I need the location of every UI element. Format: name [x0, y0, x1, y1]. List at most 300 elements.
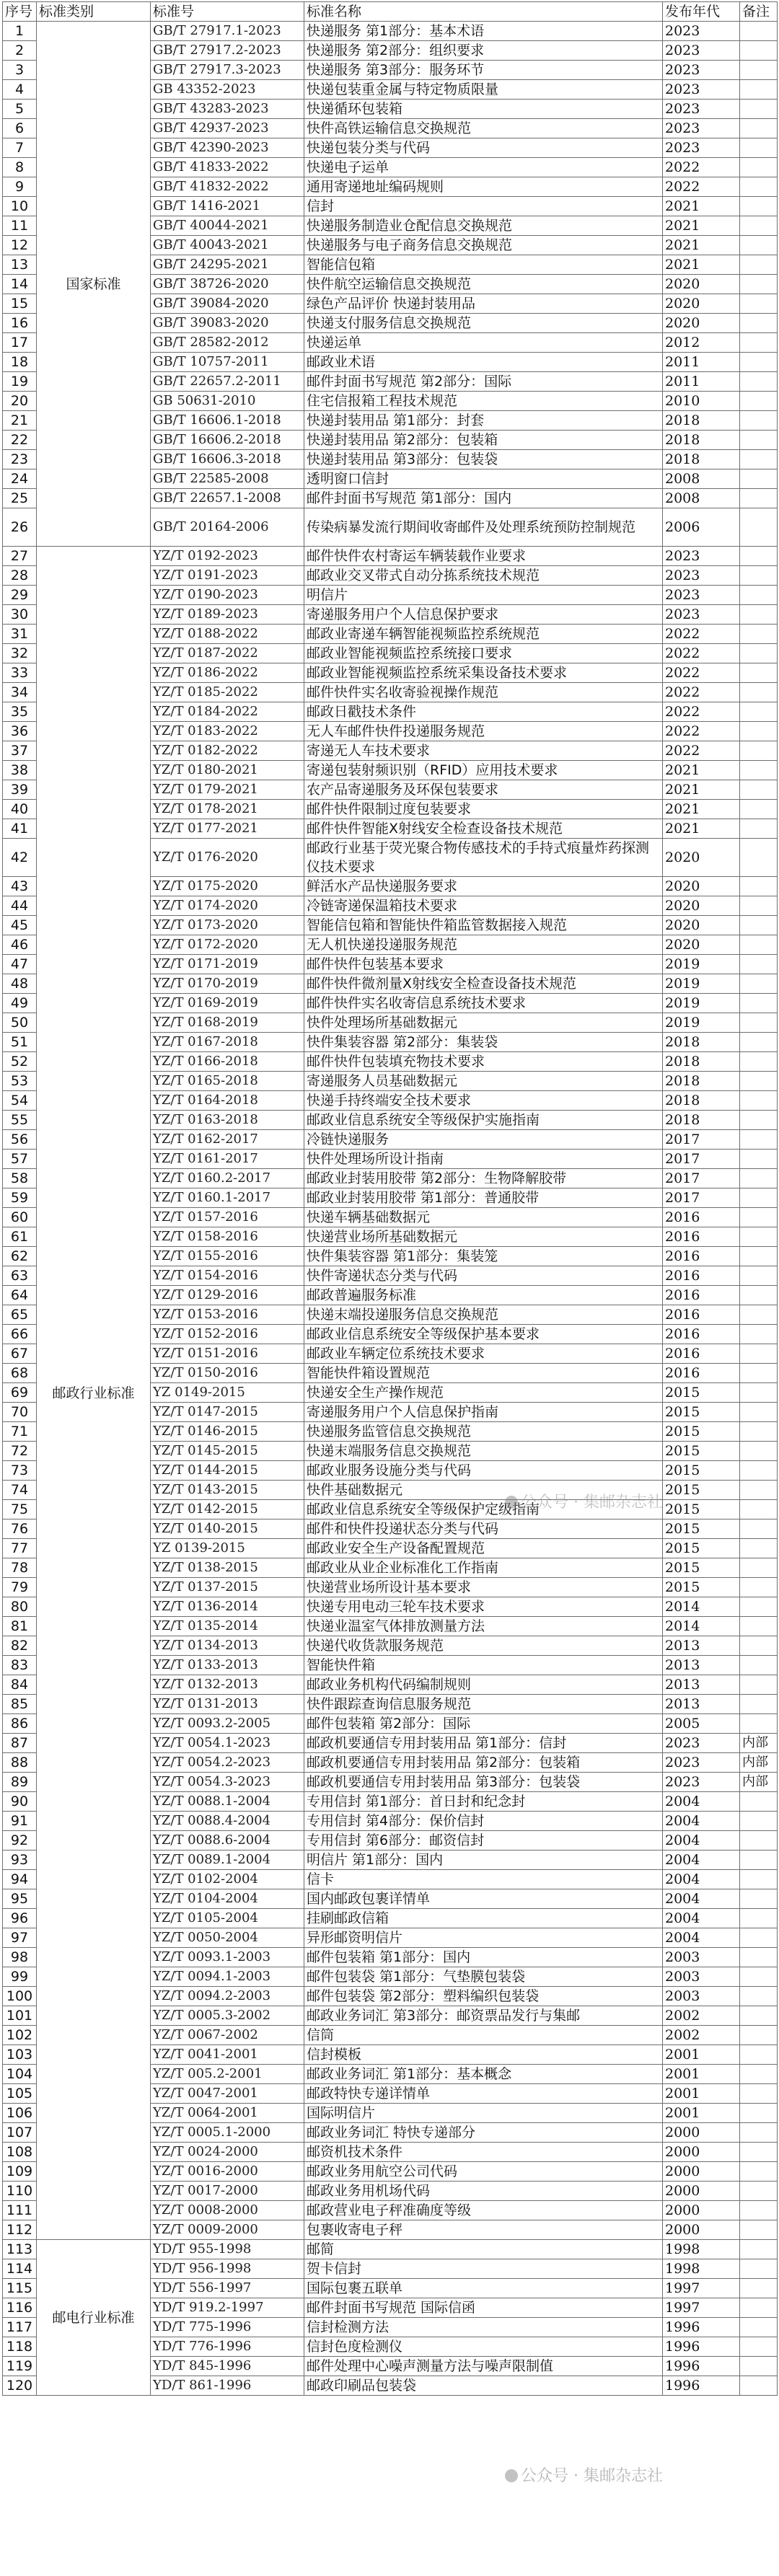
cell-year: 2023 [663, 119, 740, 138]
cell-note [740, 119, 778, 138]
cell-seq: 92 [3, 1831, 37, 1851]
cell-note [740, 1422, 778, 1442]
cell-note [740, 605, 778, 625]
cell-year: 2023 [663, 586, 740, 605]
cell-name: 邮件快件微剂量X射线安全检查设备技术规范 [304, 974, 663, 994]
cell-code: GB/T 42390-2023 [151, 138, 304, 158]
cell-name: 邮件封面书写规范 第1部分：国内 [304, 489, 663, 508]
cell-code: YZ/T 0176-2020 [151, 839, 304, 877]
cell-note [740, 780, 778, 800]
cell-seq: 30 [3, 605, 37, 625]
cell-name: 邮政业寄递车辆智能视频监控系统规范 [304, 625, 663, 644]
cell-year: 2021 [663, 216, 740, 236]
cell-seq: 3 [3, 61, 37, 80]
cell-seq: 1 [3, 22, 37, 41]
cell-year: 2002 [663, 2026, 740, 2045]
cell-name: 邮政业封装用胶带 第1部分：普通胶带 [304, 1188, 663, 1208]
cell-note [740, 1967, 778, 1987]
cell-seq: 57 [3, 1150, 37, 1169]
cell-code: GB/T 16606.2-2018 [151, 431, 304, 450]
cell-note [740, 1987, 778, 2006]
cell-seq: 93 [3, 1851, 37, 1870]
cell-seq: 14 [3, 275, 37, 294]
cell-name: 传染病暴发流行期间收寄邮件及处理系统预防控制规范 [304, 508, 663, 547]
cell-seq: 58 [3, 1169, 37, 1188]
cell-year: 2000 [663, 2162, 740, 2182]
cell-note [740, 1344, 778, 1364]
cell-year: 2000 [663, 2201, 740, 2220]
cell-code: YZ/T 0094.1-2003 [151, 1967, 304, 1987]
cell-seq: 62 [3, 1247, 37, 1266]
cell-name: 智能信包箱和智能快件箱监管数据接入规范 [304, 916, 663, 935]
cell-seq: 98 [3, 1948, 37, 1967]
cell-year: 2022 [663, 158, 740, 177]
cell-seq: 4 [3, 80, 37, 100]
cell-code: YZ/T 0165-2018 [151, 1072, 304, 1091]
header-name: 标准名称 [304, 2, 663, 22]
cell-name: 邮资机技术条件 [304, 2143, 663, 2162]
cell-note [740, 1812, 778, 1831]
cell-seq: 91 [3, 1812, 37, 1831]
cell-code: YZ/T 0192-2023 [151, 547, 304, 566]
cell-name: 快递电子运单 [304, 158, 663, 177]
cell-name: 快递末端投递服务信息交换规范 [304, 1305, 663, 1325]
cell-year: 2004 [663, 1851, 740, 1870]
cell-note [740, 1091, 778, 1111]
cell-name: 邮件快件包装基本要求 [304, 955, 663, 974]
cell-year: 1996 [663, 2318, 740, 2337]
cell-name: 邮件快件农村寄运车辆装载作业要求 [304, 547, 663, 566]
cell-code: GB/T 10757-2011 [151, 353, 304, 372]
cell-year: 2014 [663, 1597, 740, 1617]
cell-seq: 95 [3, 1889, 37, 1909]
cell-note [740, 2298, 778, 2318]
table-header-row [3, 2, 778, 22]
cell-year: 2018 [663, 1091, 740, 1111]
cell-name: 邮政业封装用胶带 第2部分：生物降解胶带 [304, 1169, 663, 1188]
cell-seq: 114 [3, 2259, 37, 2279]
cell-name: 快递支付服务信息交换规范 [304, 314, 663, 333]
cell-code: YZ/T 0144-2015 [151, 1461, 304, 1481]
cell-note [740, 1636, 778, 1656]
cell-seq: 71 [3, 1422, 37, 1442]
cell-seq: 80 [3, 1597, 37, 1617]
cell-year: 2000 [663, 2182, 740, 2201]
cell-name: 寄递服务用户个人信息保护指南 [304, 1403, 663, 1422]
cell-note [740, 372, 778, 392]
cell-seq: 96 [3, 1909, 37, 1928]
cell-code: YZ/T 0166-2018 [151, 1052, 304, 1072]
cell-code: YZ/T 0054.3-2023 [151, 1773, 304, 1792]
cell-year: 2015 [663, 1403, 740, 1422]
cell-note [740, 974, 778, 994]
cell-code: YZ/T 0137-2015 [151, 1578, 304, 1597]
cell-name: 邮政业车辆定位系统技术要求 [304, 1344, 663, 1364]
cell-note [740, 158, 778, 177]
cell-name: 鲜活水产品快递服务要求 [304, 877, 663, 896]
cell-year: 2004 [663, 1831, 740, 1851]
cell-year: 2023 [663, 1753, 740, 1773]
cell-code: GB/T 39083-2020 [151, 314, 304, 333]
cell-year: 2020 [663, 877, 740, 896]
cell-name: 无人车邮件快件投递服务规范 [304, 722, 663, 741]
cell-name: 挂刷邮政信箱 [304, 1909, 663, 1928]
cell-name: 邮政业智能视频监控系统采集设备技术要求 [304, 663, 663, 683]
cell-year: 2015 [663, 1461, 740, 1481]
cell-name: 快递封装用品 第3部分：包装袋 [304, 450, 663, 469]
cell-name: 邮件处理中心噪声测量方法与噪声限制值 [304, 2357, 663, 2376]
cell-note [740, 2279, 778, 2298]
cell-seq: 111 [3, 2201, 37, 2220]
cell-code: YZ/T 0160.2-2017 [151, 1169, 304, 1188]
cell-code: YZ/T 0157-2016 [151, 1208, 304, 1227]
cell-seq: 69 [3, 1383, 37, 1403]
cell-year: 1996 [663, 2337, 740, 2357]
cell-code: YZ/T 0131-2013 [151, 1695, 304, 1714]
cell-name: 邮政印刷品包装袋 [304, 2376, 663, 2396]
cell-code: YZ/T 0102-2004 [151, 1870, 304, 1889]
cell-code: GB/T 40044-2021 [151, 216, 304, 236]
cell-year: 2005 [663, 1714, 740, 1734]
cell-note [740, 2006, 778, 2026]
cell-note [740, 1461, 778, 1481]
cell-year: 2022 [663, 722, 740, 741]
cell-name: 寄递服务用户个人信息保护要求 [304, 605, 663, 625]
cell-year: 2023 [663, 566, 740, 586]
cell-note [740, 1500, 778, 1519]
cell-code: YZ/T 0188-2022 [151, 625, 304, 644]
cell-name: 快递营业场所设计基本要求 [304, 1578, 663, 1597]
cell-code: YD/T 919.2-1997 [151, 2298, 304, 2318]
cell-seq: 65 [3, 1305, 37, 1325]
cell-name: 快递营业场所基础数据元 [304, 1227, 663, 1247]
cell-seq: 116 [3, 2298, 37, 2318]
cell-year: 2018 [663, 1072, 740, 1091]
cell-seq: 51 [3, 1033, 37, 1052]
cell-year: 1997 [663, 2279, 740, 2298]
cell-name: 邮政业术语 [304, 353, 663, 372]
cell-name: 通用寄递地址编码规则 [304, 177, 663, 197]
cell-seq: 22 [3, 431, 37, 450]
cell-seq: 17 [3, 333, 37, 353]
cell-note [740, 916, 778, 935]
cell-note [740, 1831, 778, 1851]
cell-year: 1998 [663, 2240, 740, 2259]
cell-seq: 55 [3, 1111, 37, 1130]
cell-code: YZ/T 0088.1-2004 [151, 1792, 304, 1812]
cell-code: YZ/T 0158-2016 [151, 1227, 304, 1247]
standards-table [2, 1, 778, 2396]
cell-category: 邮电行业标准 [37, 2240, 151, 2396]
cell-year: 2016 [663, 1227, 740, 1247]
cell-year: 2023 [663, 100, 740, 119]
cell-code: YZ 0149-2015 [151, 1383, 304, 1403]
cell-year: 2004 [663, 1812, 740, 1831]
cell-name: 快件跟踪查询信息服务规范 [304, 1695, 663, 1714]
cell-note [740, 547, 778, 566]
cell-year: 2018 [663, 1052, 740, 1072]
cell-seq: 101 [3, 2006, 37, 2026]
cell-name: 邮政业从业企业标准化工作指南 [304, 1558, 663, 1578]
cell-code: YZ/T 0150-2016 [151, 1364, 304, 1383]
cell-year: 2016 [663, 1247, 740, 1266]
header-year: 发布年代 [663, 2, 740, 22]
cell-note [740, 1889, 778, 1909]
cell-seq: 85 [3, 1695, 37, 1714]
cell-name: 邮件包装箱 第2部分：国际 [304, 1714, 663, 1734]
cell-year: 2021 [663, 761, 740, 780]
cell-name: 邮政业信息系统安全等级保护实施指南 [304, 1111, 663, 1130]
cell-year: 2023 [663, 1773, 740, 1792]
cell-seq: 13 [3, 255, 37, 275]
cell-seq: 78 [3, 1558, 37, 1578]
cell-year: 2020 [663, 314, 740, 333]
cell-note [740, 1364, 778, 1383]
cell-year: 2016 [663, 1208, 740, 1227]
cell-year: 2000 [663, 2143, 740, 2162]
cell-code: YZ/T 0170-2019 [151, 974, 304, 994]
cell-seq: 112 [3, 2220, 37, 2240]
header-note: 备注 [740, 2, 778, 22]
cell-name: 农产品寄递服务及环保包装要求 [304, 780, 663, 800]
cell-note [740, 1208, 778, 1227]
cell-note [740, 586, 778, 605]
cell-seq: 18 [3, 353, 37, 372]
cell-name: 快递服务 第2部分：组织要求 [304, 41, 663, 61]
cell-note [740, 2084, 778, 2104]
cell-name: 国内邮政包裹详情单 [304, 1889, 663, 1909]
cell-year: 2013 [663, 1695, 740, 1714]
cell-code: YZ/T 0153-2016 [151, 1305, 304, 1325]
cell-seq: 74 [3, 1481, 37, 1500]
cell-year: 2022 [663, 741, 740, 761]
watermark: 公众号 · 集邮杂志社 [505, 2463, 663, 2486]
cell-note [740, 1928, 778, 1948]
cell-seq: 52 [3, 1052, 37, 1072]
cell-year: 2021 [663, 236, 740, 255]
cell-note [740, 1188, 778, 1208]
cell-name: 快递封装用品 第2部分：包装箱 [304, 431, 663, 450]
cell-code: GB/T 41832-2022 [151, 177, 304, 197]
cell-name: 快递包装分类与代码 [304, 138, 663, 158]
cell-code: GB/T 22657.2-2011 [151, 372, 304, 392]
cell-seq: 67 [3, 1344, 37, 1364]
cell-note [740, 450, 778, 469]
cell-note [740, 800, 778, 819]
header-seq: 序号 [3, 2, 37, 22]
cell-year: 2001 [663, 2065, 740, 2084]
cell-name: 异形邮资明信片 [304, 1928, 663, 1948]
cell-name: 快件集装容器 第2部分：集装袋 [304, 1033, 663, 1052]
cell-name: 信封检测方法 [304, 2318, 663, 2337]
cell-name: 快件航空运输信息交换规范 [304, 275, 663, 294]
cell-name: 邮政业务词汇 特快专递部分 [304, 2123, 663, 2143]
cell-name: 国际明信片 [304, 2104, 663, 2123]
cell-code: YZ/T 0162-2017 [151, 1130, 304, 1150]
cell-seq: 23 [3, 450, 37, 469]
cell-note [740, 1442, 778, 1461]
cell-code: YZ/T 0093.1-2003 [151, 1948, 304, 1967]
cell-seq: 7 [3, 138, 37, 158]
cell-name: 包裹收寄电子秤 [304, 2220, 663, 2240]
cell-name: 快递车辆基础数据元 [304, 1208, 663, 1227]
header-code: 标准号 [151, 2, 304, 22]
cell-code: GB/T 39084-2020 [151, 294, 304, 314]
cell-name: 邮政机要通信专用封装用品 第1部分：信封 [304, 1734, 663, 1753]
cell-code: YZ/T 0041-2001 [151, 2045, 304, 2065]
cell-seq: 119 [3, 2357, 37, 2376]
cell-seq: 68 [3, 1364, 37, 1383]
cell-note [740, 741, 778, 761]
cell-note [740, 489, 778, 508]
cell-name: 邮件包装箱 第1部分：国内 [304, 1948, 663, 1967]
cell-seq: 118 [3, 2337, 37, 2357]
cell-seq: 105 [3, 2084, 37, 2104]
cell-code: YZ/T 0179-2021 [151, 780, 304, 800]
cell-note [740, 2026, 778, 2045]
cell-seq: 11 [3, 216, 37, 236]
cell-seq: 94 [3, 1870, 37, 1889]
cell-seq: 89 [3, 1773, 37, 1792]
cell-seq: 77 [3, 1539, 37, 1558]
cell-note [740, 1656, 778, 1675]
cell-note [740, 216, 778, 236]
cell-code: GB 43352-2023 [151, 80, 304, 100]
cell-name: 快递末端服务信息交换规范 [304, 1442, 663, 1461]
cell-seq: 8 [3, 158, 37, 177]
cell-note [740, 138, 778, 158]
cell-year: 2000 [663, 2220, 740, 2240]
cell-seq: 35 [3, 702, 37, 722]
cell-year: 2011 [663, 353, 740, 372]
cell-note [740, 1714, 778, 1734]
cell-note [740, 566, 778, 586]
cell-note [740, 100, 778, 119]
cell-seq: 48 [3, 974, 37, 994]
cell-seq: 97 [3, 1928, 37, 1948]
cell-code: YZ/T 0088.4-2004 [151, 1812, 304, 1831]
cell-note [740, 644, 778, 663]
cell-seq: 90 [3, 1792, 37, 1812]
cell-code: YZ/T 0183-2022 [151, 722, 304, 741]
cell-year: 2014 [663, 1617, 740, 1636]
cell-seq: 63 [3, 1266, 37, 1286]
cell-name: 快件集装容器 第1部分：集装笼 [304, 1247, 663, 1266]
cell-code: YZ/T 0169-2019 [151, 994, 304, 1013]
cell-note [740, 877, 778, 896]
cell-seq: 76 [3, 1519, 37, 1539]
cell-code: YD/T 776-1996 [151, 2337, 304, 2357]
cell-year: 2013 [663, 1656, 740, 1675]
cell-note [740, 2065, 778, 2084]
cell-year: 2022 [663, 177, 740, 197]
cell-name: 透明窗口信封 [304, 469, 663, 489]
header-category: 标准类别 [37, 2, 151, 22]
table-row [3, 2240, 778, 2259]
cell-name: 寄递包装射频识别（RFID）应用技术要求 [304, 761, 663, 780]
cell-year: 2019 [663, 974, 740, 994]
cell-code: YZ/T 0016-2000 [151, 2162, 304, 2182]
cell-code: YZ/T 0172-2020 [151, 935, 304, 955]
cell-year: 2003 [663, 1948, 740, 1967]
cell-name: 信封色度检测仪 [304, 2337, 663, 2357]
cell-code: YD/T 556-1997 [151, 2279, 304, 2298]
cell-code: YZ/T 0147-2015 [151, 1403, 304, 1422]
cell-name: 邮政业务词汇 第3部分：邮资票品发行与集邮 [304, 2006, 663, 2026]
cell-year: 2015 [663, 1481, 740, 1500]
cell-note [740, 80, 778, 100]
cell-seq: 113 [3, 2240, 37, 2259]
cell-seq: 31 [3, 625, 37, 644]
cell-code: GB/T 40043-2021 [151, 236, 304, 255]
cell-seq: 70 [3, 1403, 37, 1422]
cell-seq: 5 [3, 100, 37, 119]
cell-name: 邮政营业电子秤准确度等级 [304, 2201, 663, 2220]
cell-name: 快递包装重金属与特定物质限量 [304, 80, 663, 100]
cell-seq: 50 [3, 1013, 37, 1033]
cell-seq: 87 [3, 1734, 37, 1753]
cell-seq: 99 [3, 1967, 37, 1987]
cell-year: 2022 [663, 663, 740, 683]
cell-seq: 29 [3, 586, 37, 605]
cell-note [740, 2240, 778, 2259]
cell-seq: 60 [3, 1208, 37, 1227]
cell-name: 邮政业安全生产设备配置规范 [304, 1539, 663, 1558]
cell-year: 2019 [663, 955, 740, 974]
cell-code: YZ/T 0024-2000 [151, 2143, 304, 2162]
cell-seq: 120 [3, 2376, 37, 2396]
cell-seq: 45 [3, 916, 37, 935]
cell-seq: 12 [3, 236, 37, 255]
cell-seq: 107 [3, 2123, 37, 2143]
cell-name: 快递手持终端安全技术要求 [304, 1091, 663, 1111]
cell-code: YD/T 861-1996 [151, 2376, 304, 2396]
cell-code: YZ/T 0094.2-2003 [151, 1987, 304, 2006]
cell-note [740, 2104, 778, 2123]
cell-code: YZ/T 0175-2020 [151, 877, 304, 896]
cell-name: 冷链快递服务 [304, 1130, 663, 1150]
cell-year: 2004 [663, 1792, 740, 1812]
cell-code: GB/T 24295-2021 [151, 255, 304, 275]
cell-code: GB 50631-2010 [151, 392, 304, 411]
cell-code: YZ/T 005.2-2001 [151, 2065, 304, 2084]
cell-note [740, 761, 778, 780]
cell-year: 2015 [663, 1422, 740, 1442]
cell-note [740, 663, 778, 683]
cell-name: 邮件快件包装填充物技术要求 [304, 1052, 663, 1072]
cell-year: 2019 [663, 1013, 740, 1033]
cell-code: YZ/T 0054.1-2023 [151, 1734, 304, 1753]
cell-code: YZ/T 0134-2013 [151, 1636, 304, 1656]
cell-note [740, 1675, 778, 1695]
cell-note [740, 2220, 778, 2240]
cell-name: 快递服务与电子商务信息交换规范 [304, 236, 663, 255]
cell-seq: 44 [3, 896, 37, 916]
cell-name: 邮政业信息系统安全等级保护基本要求 [304, 1325, 663, 1344]
cell-year: 2017 [663, 1130, 740, 1150]
cell-year: 2008 [663, 489, 740, 508]
cell-name: 信封模板 [304, 2045, 663, 2065]
cell-seq: 41 [3, 819, 37, 839]
cell-code: YZ/T 0191-2023 [151, 566, 304, 586]
cell-year: 2011 [663, 372, 740, 392]
cell-seq: 83 [3, 1656, 37, 1675]
cell-seq: 106 [3, 2104, 37, 2123]
cell-code: YZ/T 0138-2015 [151, 1558, 304, 1578]
cell-name: 邮简 [304, 2240, 663, 2259]
cell-note [740, 1266, 778, 1286]
cell-year: 2015 [663, 1578, 740, 1597]
